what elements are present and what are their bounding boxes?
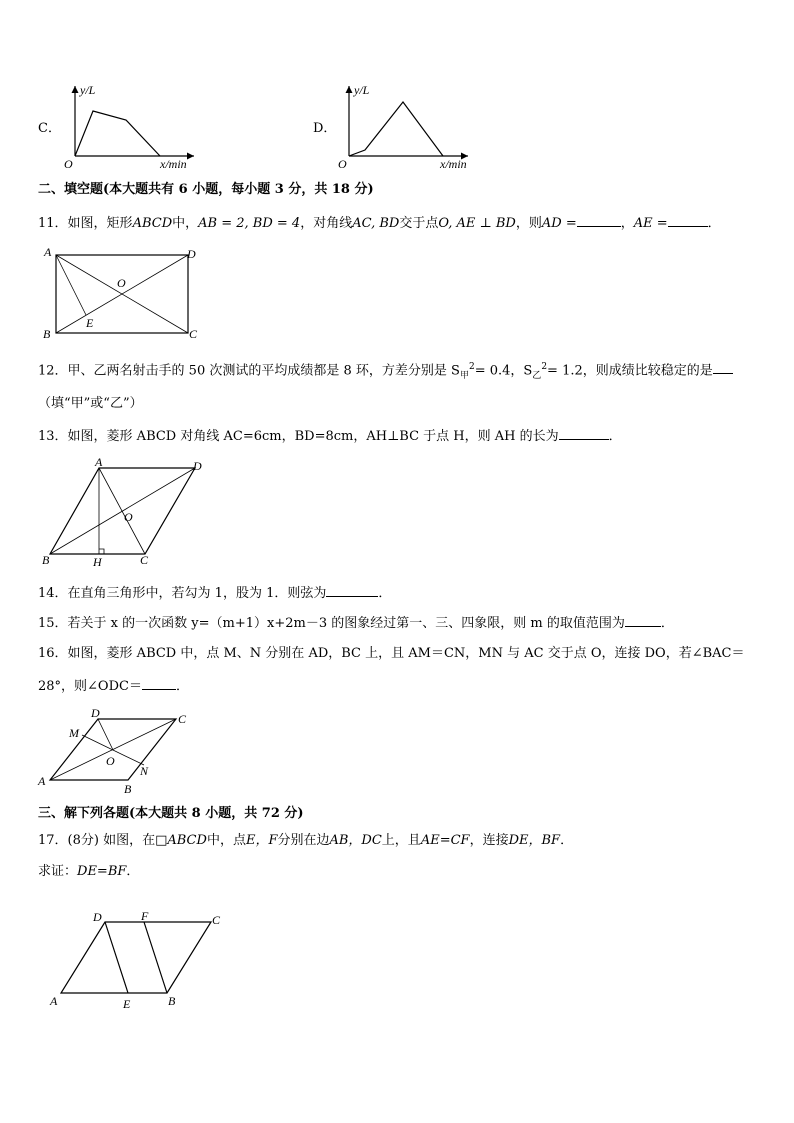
answer-blank[interactable] [559, 427, 609, 440]
svg-text:B: B [168, 994, 176, 1008]
question-17-prove: 求证：DE=BF． [38, 864, 140, 879]
svg-text:O: O [117, 276, 126, 290]
question-16: 16．如图，菱形 ABCD 中，点 M、N 分别在 AD，BC 上，且 AM＝CN，MN 与 AC 交于点 O，连接 DO，若∠BAC＝ [38, 646, 745, 661]
graph-line [349, 102, 443, 156]
x-axis-label: x/min [440, 157, 467, 171]
svg-text:B: B [42, 553, 50, 567]
svg-text:E: E [86, 316, 94, 330]
question-13: 13．如图，菱形 ABCD 对角线 AC=6cm，BD=8cm，AH⊥BC 于点 H，则 AH 的长为 ． [38, 429, 622, 444]
svg-text:O: O [106, 754, 115, 768]
svg-text:B: B [43, 327, 51, 341]
question-12: 12．甲、乙两名射击手的 50 次测试的平均成绩都是 8 环，方差分别是 $S_甲^2= 0.4$，$S_乙^2= 1.2$，则成绩比较稳定的是 [38, 359, 733, 384]
x-axis-label: x/min [160, 157, 187, 171]
q11-number: 11． [38, 216, 68, 231]
graph-line [75, 111, 160, 156]
y-axis-label: y/L [354, 83, 370, 97]
svg-text:D: D [187, 247, 196, 261]
svg-text:A: A [38, 774, 46, 788]
answer-blank[interactable] [142, 677, 176, 690]
question-16-cont: 28°，则∠ODC＝ ． [38, 679, 189, 694]
svg-text:D: D [91, 706, 100, 720]
svg-text:N: N [140, 764, 149, 778]
svg-text:B: B [124, 782, 132, 796]
question-11: 11．如图，矩形ABCD中，AB = 2, BD = 4，对角线AC, BD交于点O, AE ⊥ BD，则AD = ，AE = ． [38, 216, 721, 231]
q11-figure [40, 246, 210, 342]
option-d-graph [336, 82, 496, 172]
answer-blank[interactable] [668, 214, 708, 227]
y-axis-label: y/L [80, 83, 96, 97]
svg-text:A: A [95, 455, 103, 469]
answer-blank[interactable] [625, 614, 661, 627]
answer-blank[interactable] [713, 361, 733, 374]
option-c-graph [62, 82, 222, 172]
svg-text:A: A [50, 994, 58, 1008]
svg-text:F: F [141, 909, 149, 923]
svg-text:C: C [212, 913, 221, 927]
answer-blank[interactable] [326, 584, 378, 597]
answer-blank[interactable] [577, 214, 621, 227]
question-17: 17．(8分) 如图，在□ABCD中，点E，F分别在边AB，DC上，且AE=CF，连接DE，BF． [38, 833, 574, 848]
svg-text:D: D [93, 910, 102, 924]
question-15: 15．若关于 x 的一次函数 y=（m+1）x+2m－3 的图象经过第一、三、四象限，则 m 的取值范围为 ． [38, 616, 674, 631]
section-3-heading: 三、解下列各题(本大题共 8 小题，共 72 分) [38, 806, 304, 821]
svg-text:D: D [193, 459, 202, 473]
question-14: 14．在直角三角形中，若勾为 1，股为 1．则弦为 ． [38, 586, 392, 601]
svg-text:C: C [178, 712, 187, 726]
q13-figure [40, 455, 220, 570]
svg-text:H: H [93, 555, 102, 569]
origin-label: O [338, 157, 347, 171]
q16-figure [36, 706, 206, 796]
q17-figure [44, 904, 244, 1014]
section-2-heading: 二、填空题(本大题共有 6 小题，每小题 3 分，共 18 分) [38, 182, 374, 197]
svg-text:O: O [124, 510, 133, 524]
svg-text:C: C [140, 553, 149, 567]
question-12-hint: （填“甲”或“乙”） [38, 396, 143, 411]
option-d-label: D． [313, 121, 337, 136]
svg-text:C: C [189, 327, 198, 341]
option-c-label: C． [38, 121, 61, 136]
svg-text:A: A [44, 245, 52, 259]
svg-text:E: E [123, 997, 131, 1011]
svg-text:M: M [69, 726, 79, 740]
origin-label: O [64, 157, 73, 171]
